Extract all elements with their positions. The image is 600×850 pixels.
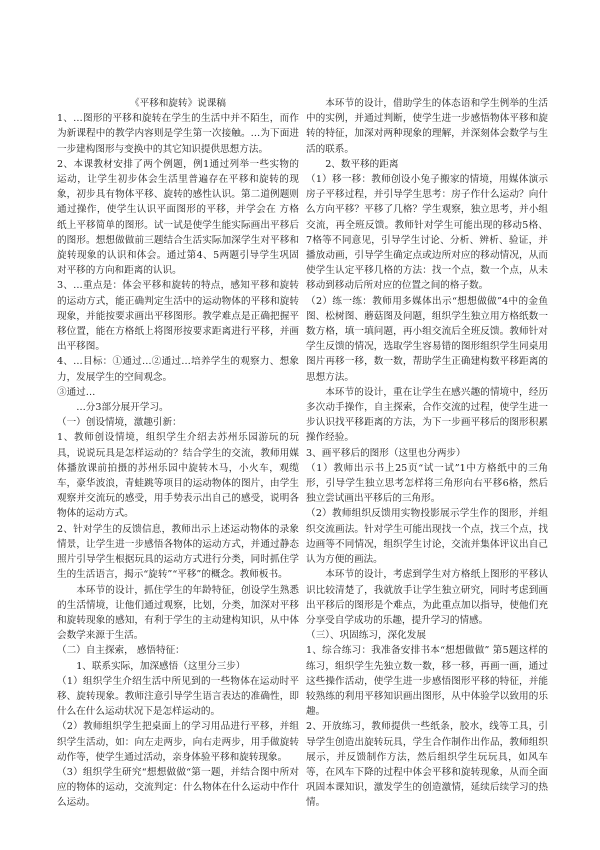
paragraph: 2、数平移的距离 xyxy=(325,158,399,170)
paragraph: 本环节的设计，重在让学生在感兴趣的情境中，经历多次动手操作，自主探索，合作交流的过程，使学生进一步认识找平移距离的方法，为下一步画平移后的图形积累操作经验。 xyxy=(306,386,548,444)
paragraph: （2）教师组织学生把桌面上的学习用品进行平移，并组织学生活动，如：向左走两步，向右走两步，用手做旋转动作等，使学生通过活动，亲身体验平移和旋转现象。 xyxy=(57,721,299,763)
paragraph: 2、本课教材安排了两个例题，例1通过列举一些实物的运动，让学生初步体会生活里普遍存在平移和旋转的现象，初步具有物体平移、旋转的感性认识。第二道例题则通过操作，使学生认识平面图形的平移，并学会在 方格纸上平移简单的图形。试一试是使学生能实际画出平移后的图形。想想做做前三题结合生活实际加深学生对平移和旋转现象的认识和体会。通过第4、5两题引导学生巩固对平移的方向和距离的认识。 xyxy=(57,158,299,277)
paragraph: （1）组织学生介绍生活中所见到的一些物体在运动时平移、旋转现象。教师注意引导学生语言表达的准确性，即什么在什么运动状况下是怎样运动的。 xyxy=(57,675,299,718)
paragraph: 3、画平移后的图形（这里也分两步） xyxy=(306,447,466,459)
paragraph: 1、…图形的平移和旋转在学生的生活中并不陌生，而作为新课程中的教学内容则是学生第一次接触。…为下面进一步建构图形与变换中的其它知识提供思想方法。 xyxy=(57,113,299,155)
paragraph: （3）组织学生研究“想想做做“第一题，并结合图中所对应的物体的运动，交流判定：什么物体在什么运动中作什么运动。 xyxy=(57,766,299,809)
paragraph: 4、…目标：①通过…②通过…培养学生的观察力、想象力，发展学生的空间观念。 xyxy=(57,356,299,383)
paragraph: （二）自主探索， 感悟特征： xyxy=(57,645,185,657)
paragraph: （1）移一移：教师创设小兔子搬家的情境，用媒体演示房子平移过程，并引导学生思考：房子作什么运动？向什么方向平移？平移了几格？学生观察，独立思考，并小组交流，再全班反馈。教师针对学生可能出现的移动5格、7格等不同意见，引导学生讨论、分析、辨析、验证，并播放动画，引导学生确定点或边所对应的移动情况，从而使学生认定平移几格的方法：找一个点，数一个点，从未移动到移动后所对应的位置之间的格子数。 xyxy=(306,174,548,292)
paragraph: （三）、巩固练习，深化发展 xyxy=(306,630,426,642)
paragraph: （2）教师组织反馈用实物投影展示学生作的图形，并组织交流画法。针对学生可能出现找一个点，找三个点，找边画等不同情况，组织学生讨论，交流并集体评议出自己认为方便的画法。 xyxy=(306,508,548,566)
paragraph: 2、针对学生的反馈信息，教师出示上述运动物体的录象情景，让学生进一步感悟各物体的运动方式，并通过静态照片引导学生根据玩具的运动方式进行分类，同时抓住学生的生活语言，揭示“旋转”“平移”的概念。教师板书。 xyxy=(57,523,299,581)
document-title: 《平移和旋转》说课稿 xyxy=(130,98,226,109)
paragraph: ③通过… xyxy=(57,386,96,398)
paragraph: （1）教师出示书上25页“试一试”1中方格纸中的三角形，引导学生独立思考怎样将三角形向右平移6格，然后独立尝试画出平移后的三角形。 xyxy=(306,462,548,505)
paragraph: 本环节的设计，借助学生的体态语和学生例举的生活中的实例，并通过判断，使学生进一步感悟物体平移和旋转的特征，加深对两种现象的理解，并深刻体会数学与生活的联系。 xyxy=(306,98,548,155)
paragraph: （一）创设情境，激趣引新： xyxy=(57,417,182,429)
paragraph: 1、联系实际，加深感悟（这里分三步） xyxy=(76,660,246,672)
paragraph: 2、开放练习，教师提供一些纸条，胶水，线等工具，引导学生创造出旋转玩具，学生合作制作出作品，教师组织展示，并反馈制作方法，然后组织学生玩玩具，如风车等，在风车下降的过程中体会平移和旋转现象，从而全面巩固本课知识，激发学生的创造激情，延续后续学习的热情。 xyxy=(306,721,548,809)
right-column xyxy=(306,96,548,811)
paragraph: 本环节的设计，抓住学生的年龄特征，创设学生熟悉的生活情境，让他们通过观察，比划，分类，加深对平移和旋转现象的感知，有利于学生的主动建构知识，从中体会数学来源于生活。 xyxy=(57,584,299,642)
paragraph: 1、综合练习：我准备安排书本“想想做做” 第5题这样的练习，组织学生先独立数一数，移一移，再画一画，通过这些操作活动，使学生进一步感悟图形平移的特征，并能较熟练的利用平移知识画出图形，从中体验学以致用的乐趣。 xyxy=(306,645,548,718)
paragraph: （2）练一练：教师用多媒体出示“想想做做”4中的金鱼图、松树图、蘑菇图及问题，组织学生独立用方格纸数一数方格，填一填问题，再小组交流后全班反馈。教师针对学生反馈的情况，选取学生容易错的图形组织学生同桌用图片再移一移，数一数，帮助学生正确建构数平移距离的思想方法。 xyxy=(306,295,548,383)
paragraph: 本环节的设计，考虑到学生对方格纸上图形的平移认识比较清楚了，我就放手让学生独立研究，同时考虑到画出平移后的图形是个难点，为此重点加以指导，使他们充分享受自学成功的乐趣，提升学习的情感。 xyxy=(306,569,548,626)
left-column xyxy=(57,96,299,811)
paragraph: 3、…重点是：体会平移和旋转的特点，感知平移和旋转的运动方式，能正确判定生活中的运动物体的平移和旋转现象，并能按要求画出平移图形。教学难点是正确把握平移位置，能在方格纸上将图形按要求距离进行平移，并画出平移图。 xyxy=(57,280,299,353)
paragraph: …分3部分展开学习。 xyxy=(76,402,169,414)
paragraph: 1、教师创设情境，组织学生介绍去苏州乐园游玩的玩具，说说玩具是怎样运动的？结合学生的交流，教师用媒体播放课前拍摄的苏州乐园中旋转木马，小火车，观缆车，豪华波浪，青蛙跳等项目的运动物体的图片，由学生观察并交流玩的感受，用手势表示出自己的感受，说明各物体的运动方式。 xyxy=(57,432,299,520)
